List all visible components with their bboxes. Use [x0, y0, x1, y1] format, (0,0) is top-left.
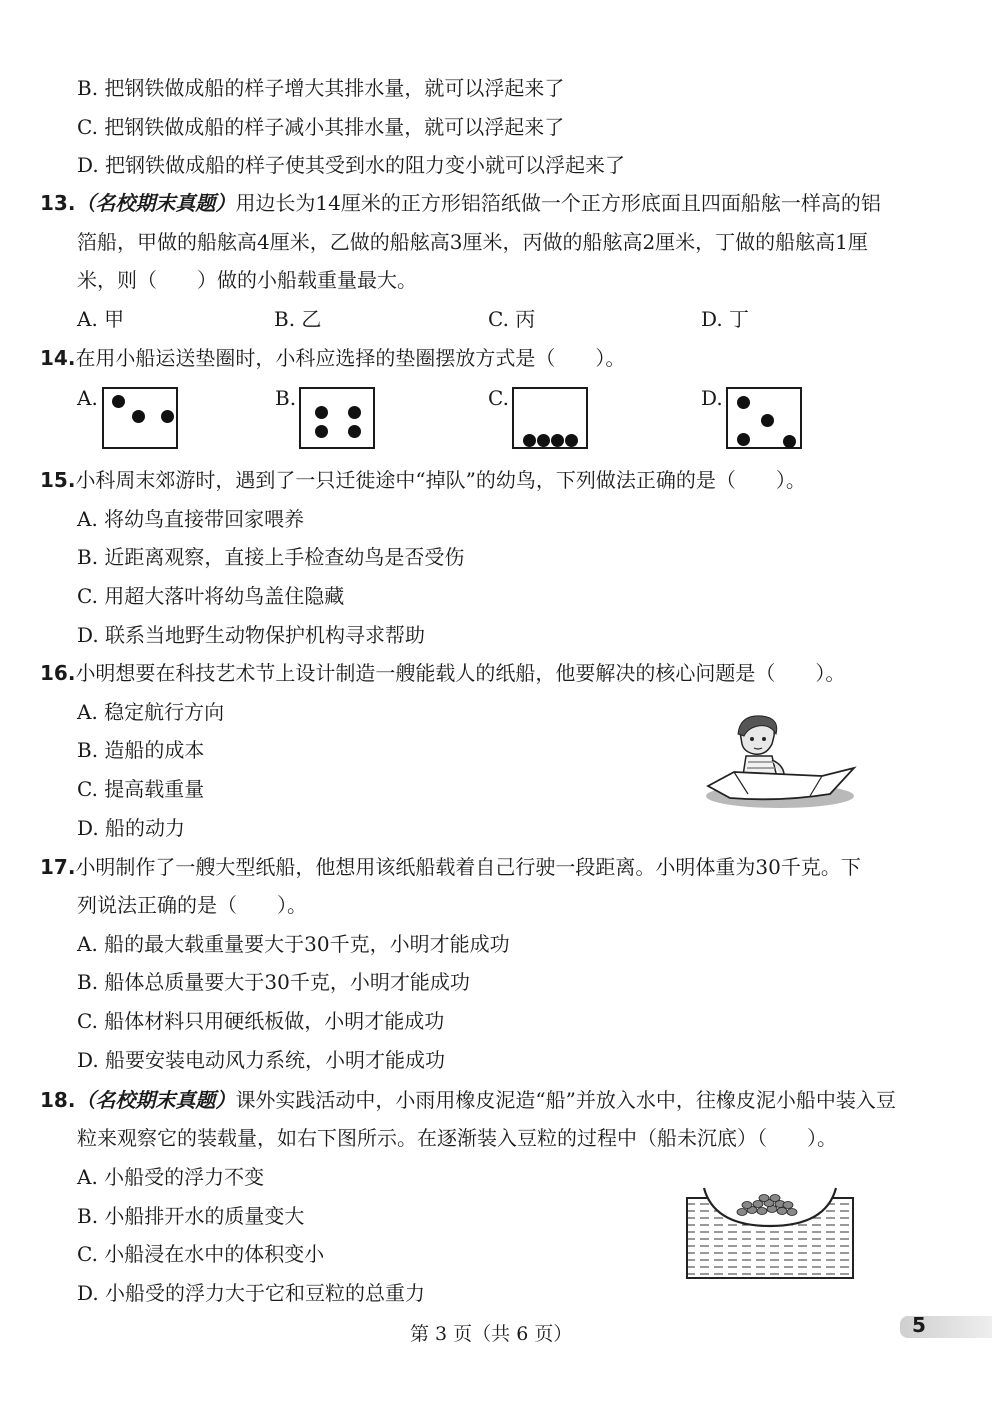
- washer-dot: [348, 406, 361, 419]
- q13-stem-line2: 箔船，甲做的船舷高4厘米，乙做的船舷高3厘米，丙做的船舷高2厘米，丁做的船舷高1厘: [77, 230, 868, 254]
- q18-text-1: 课外实践活动中，小雨用橡皮泥造“船”并放入水中，往橡皮泥小船中装入豆: [235, 1088, 896, 1112]
- q16-option-d: D. 船的动力: [77, 816, 186, 840]
- q13-option-d: D. 丁: [701, 307, 750, 331]
- q14-number: 14.: [40, 346, 76, 370]
- q16-text: 小明想要在科技艺术节上设计制造一艘能载人的纸船，他要解决的核心问题是（ ）。: [75, 661, 846, 685]
- q14-diagram-c: [512, 387, 588, 449]
- q13-option-c: C. 丙: [488, 307, 536, 331]
- q12-option-d: D. 把钢铁做成船的样子使其受到水的阻力变小就可以浮起来了: [77, 153, 626, 177]
- page-tab: [900, 1313, 992, 1338]
- q14-diagram-a: [102, 387, 178, 449]
- washer-dot: [315, 406, 328, 419]
- q17-option-a: A. 船的最大载重量要大于30千克，小明才能成功: [77, 932, 510, 956]
- washer-dot: [112, 395, 125, 408]
- q18-stem-line2: 粒来观察它的装载量，如右下图所示。在逐渐装入豆粒的过程中（船未沉底）（ ）。: [77, 1126, 837, 1150]
- washer-dot: [537, 434, 550, 447]
- q14-label-b: B.: [275, 386, 297, 410]
- q17-stem-line2: 列说法正确的是（ ）。: [77, 893, 307, 917]
- q17-number: 17.: [40, 855, 76, 879]
- q16-option-c: C. 提高载重量: [77, 777, 205, 801]
- washer-dot: [315, 425, 328, 438]
- q18-option-d: D. 小船受的浮力大于它和豆粒的总重力: [77, 1281, 426, 1305]
- q15-text: 小科周末郊游时，遇到了一只迁徙途中“掉队”的幼鸟，下列做法正确的是（ ）。: [75, 468, 806, 492]
- washer-dot: [761, 414, 774, 427]
- q17-text-1: 小明制作了一艘大型纸船，他想用该纸船载着自己行驶一段距离。小明体重为30千克。下: [75, 855, 861, 879]
- q15-option-d: D. 联系当地野生动物保护机构寻求帮助: [77, 623, 426, 647]
- washer-dot: [551, 434, 564, 447]
- washer-dot: [348, 425, 361, 438]
- q15-option-a: A. 将幼鸟直接带回家喂养: [77, 507, 305, 531]
- q18-option-b: B. 小船排开水的质量变大: [77, 1204, 305, 1228]
- clay-boat-water-tank-illustration: [684, 1186, 856, 1282]
- washer-dot: [737, 433, 750, 446]
- washer-dot: [565, 434, 578, 447]
- q12-option-b: B. 把钢铁做成船的样子增大其排水量，就可以浮起来了: [77, 76, 565, 100]
- q18-option-c: C. 小船浸在水中的体积变小: [77, 1242, 325, 1266]
- q16-option-b: B. 造船的成本: [77, 738, 205, 762]
- q14-label-a: A.: [77, 386, 98, 410]
- q13-source-tag: （名校期末真题）: [75, 191, 236, 215]
- washer-dot: [161, 410, 174, 423]
- q14-diagram-b: [299, 387, 375, 449]
- washer-dot: [737, 396, 750, 409]
- q15-stem: [40, 466, 806, 494]
- q17-option-d: D. 船要安装电动风力系统，小明才能成功: [77, 1048, 446, 1072]
- q14-stem: [40, 344, 625, 372]
- boy-in-paper-boat-illustration: [700, 710, 860, 820]
- washer-dot: [132, 410, 145, 423]
- q14-text: 在用小船运送垫圈时，小科应选择的垫圈摆放方式是（ ）。: [75, 346, 626, 370]
- q18-source-tag: （名校期末真题）: [75, 1088, 236, 1112]
- q13-option-a: A. 甲: [77, 307, 125, 331]
- q14-label-d: D.: [701, 386, 723, 410]
- q14-diagram-d: [726, 387, 802, 449]
- q13-option-b: B. 乙: [274, 307, 322, 331]
- q13-stem-line3: 米，则（ ）做的小船载重量最大。: [77, 268, 417, 292]
- q18-option-a: A. 小船受的浮力不变: [77, 1165, 265, 1189]
- q15-option-b: B. 近距离观察，直接上手检查幼鸟是否受伤: [77, 545, 465, 569]
- q18-number: 18.: [40, 1088, 76, 1112]
- q14-label-c: C.: [488, 386, 509, 410]
- q17-option-c: C. 船体材料只用硬纸板做，小明才能成功: [77, 1009, 445, 1033]
- page-footer-number: 第 3 页（共 6 页）: [410, 1323, 573, 1345]
- q15-option-c: C. 用超大落叶将幼鸟盖住隐藏: [77, 584, 345, 608]
- q13-stem-line1: [40, 189, 881, 217]
- page-tab-number: 5: [912, 1313, 926, 1337]
- q16-option-a: A. 稳定航行方向: [77, 700, 225, 724]
- q16-stem: [40, 659, 845, 687]
- q15-number: 15.: [40, 468, 76, 492]
- q16-number: 16.: [40, 661, 76, 685]
- q17-stem-line1: [40, 853, 861, 881]
- washer-dot: [783, 435, 796, 448]
- q12-option-c: C. 把钢铁做成船的样子减小其排水量，就可以浮起来了: [77, 115, 565, 139]
- q17-option-b: B. 船体总质量要大于30千克，小明才能成功: [77, 970, 470, 994]
- q13-text-1: 用边长为14厘米的正方形铝箔纸做一个正方形底面且四面船舷一样高的铝: [235, 191, 881, 215]
- q18-stem-line1: [40, 1086, 896, 1114]
- washer-dot: [523, 434, 536, 447]
- q13-number: 13.: [40, 191, 76, 215]
